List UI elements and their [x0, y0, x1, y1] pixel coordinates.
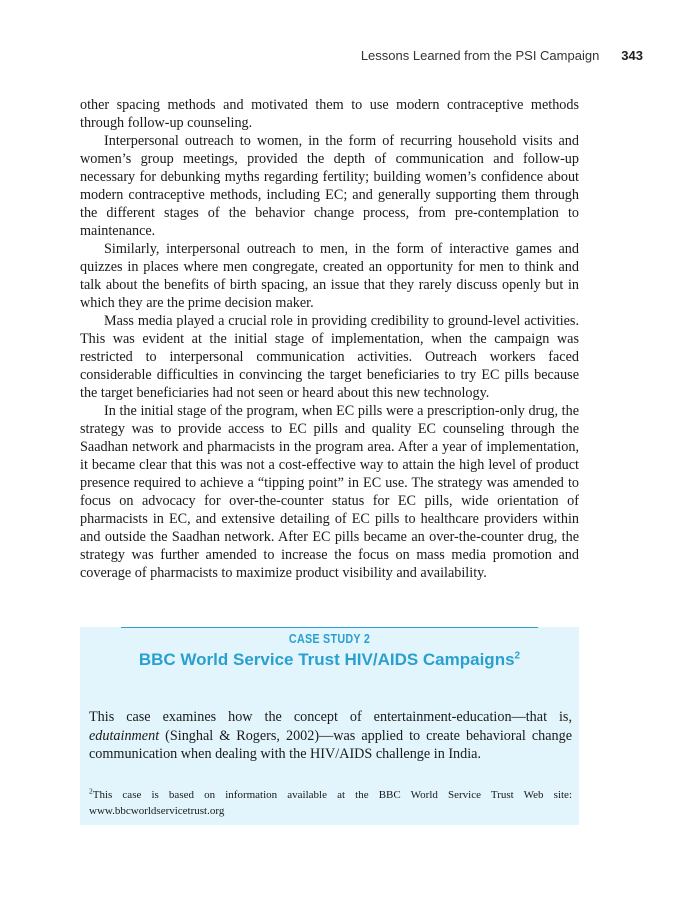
case-text-before: This case examines how the concept of entertainment-education—that is,	[89, 709, 572, 725]
case-study-title	[80, 650, 579, 670]
paragraph-women-outreach: Interpersonal outreach to women, in the form of recurring household visits and women’s group meetings, provided the depth of communication and follow-up necessary for debunking myths regarding fertility; building women’s confidence about modern contraceptive methods, including EC; and generally supporting them through the different stages of the behavior change process, from pre-contemplation to maintenance.	[80, 133, 579, 239]
paragraph-continuation: other spacing methods and motivated them to use modern contraceptive methods through follow-up counseling.	[80, 97, 579, 131]
running-head	[0, 48, 643, 63]
footnote	[89, 788, 572, 819]
case-text-italic: edutainment	[89, 727, 160, 744]
case-text-after: (Singhal & Rogers, 2002)—was applied to create behavioral change communication when dealing with the HIV/AIDS challenge in India.	[89, 727, 572, 762]
paragraph-mass-media: Mass media played a crucial role in providing credibility to ground-level activities. This was evident at the initial stage of implementation, when the campaign was restricted to interpersonal communication activities. Outreach workers faced considerable difficulties in convincing the target beneficiaries to try EC pills because the target beneficiaries had not seen or heard about this new technology.	[80, 313, 579, 401]
paragraph-initial-stage: In the initial stage of the program, when EC pills were a prescription-only drug, the strategy was to provide access to EC pills and quality EC counseling through the Saadhan network and pharmacists in the program area. After a year of implementation, it became clear that this was not a cost-effective way to attain the high level of product presence required to achieve a “tipping point” in EC use. The strategy was amended to focus on advocacy for over-the-counter status for EC pills, wide orientation of pharmacists in EC, and extensive detailing of EC pills to healthcare providers within and outside the Saadhan network. After EC pills became an over-the-counter drug, the strategy was further amended to increase the focus on mass media promotion and coverage of pharmacists to maximize product visibility and availability.	[80, 403, 579, 581]
footnote-reference: 2	[514, 650, 521, 662]
body-text	[80, 96, 579, 582]
case-study-body	[89, 708, 572, 764]
running-title: Lessons Learned from the PSI Campaign	[360, 48, 600, 63]
footnote-mark: 2	[89, 786, 93, 796]
page-number: 343	[621, 48, 643, 63]
case-study-rule	[121, 627, 538, 628]
footnote-text: This case is based on information available at the BBC World Service Trust Web site: www.bbcworldservicetrust.org	[89, 789, 572, 817]
paragraph-men-outreach: Similarly, interpersonal outreach to men, in the form of interactive games and quizzes in places where men congregate, created an opportunity for men to think and talk about the benefits of birth spacing, an issue that they rarely discuss openly but in which they are the prime decision maker.	[80, 241, 579, 311]
case-study-label: CASE STUDY 2	[288, 632, 371, 646]
case-study-title-text: BBC World Service Trust HIV/AIDS Campaigns	[138, 650, 515, 669]
case-study-paragraph	[89, 708, 572, 764]
